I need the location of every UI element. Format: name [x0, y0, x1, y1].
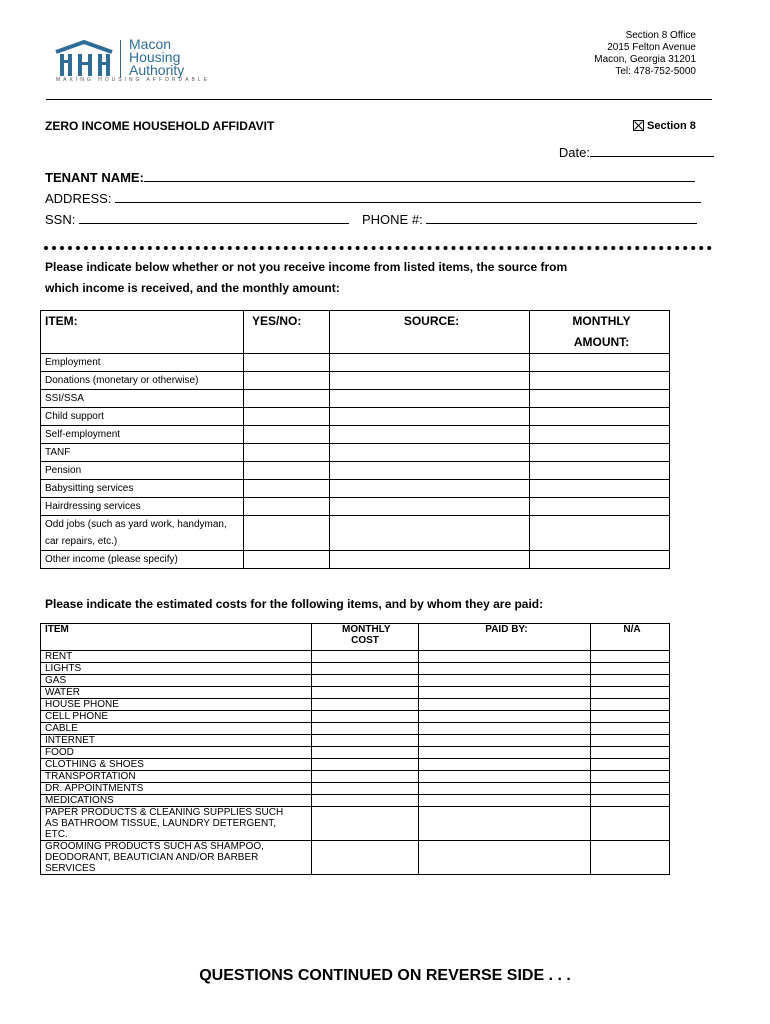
- source-cell[interactable]: [330, 551, 530, 569]
- ssn-label: SSN:: [45, 212, 76, 227]
- income-table: [40, 310, 670, 569]
- table-row: [41, 444, 670, 462]
- paid-by-cell[interactable]: [419, 841, 591, 875]
- monthly-cost-cell[interactable]: [312, 771, 419, 783]
- cost-item-label: CELL PHONE: [41, 711, 312, 723]
- paid-by-cell[interactable]: [419, 651, 591, 663]
- section-8-checkbox-group[interactable]: [633, 120, 696, 132]
- macon-housing-logo: [54, 36, 234, 96]
- paid-by-cell[interactable]: [419, 759, 591, 771]
- logo-wordmark: [129, 38, 239, 77]
- yes-no-cell[interactable]: [244, 551, 330, 569]
- yes-no-cell[interactable]: [244, 516, 330, 551]
- table-row: [41, 687, 670, 699]
- income-item-label: Babysitting services: [41, 480, 244, 498]
- na-cell[interactable]: [591, 663, 670, 675]
- na-cell[interactable]: [591, 723, 670, 735]
- table-row: [41, 426, 670, 444]
- address-label: ADDRESS:: [45, 191, 112, 206]
- income-item-label: Self-employment: [41, 426, 244, 444]
- table-row: [41, 735, 670, 747]
- na-cell[interactable]: [591, 771, 670, 783]
- office-line-1: Section 8 Office: [625, 30, 696, 41]
- monthly-cost-cell[interactable]: [312, 759, 419, 771]
- table-row: [41, 480, 670, 498]
- paid-by-cell[interactable]: [419, 711, 591, 723]
- income-table-header: [41, 311, 670, 354]
- paid-by-cell[interactable]: [419, 735, 591, 747]
- source-cell[interactable]: [330, 498, 530, 516]
- na-cell[interactable]: [591, 783, 670, 795]
- yes-no-cell[interactable]: [244, 408, 330, 426]
- table-row: [41, 372, 670, 390]
- monthly-cost-cell[interactable]: [312, 795, 419, 807]
- income-item-label: Employment: [41, 354, 244, 372]
- na-cell[interactable]: [591, 651, 670, 663]
- amount-cell[interactable]: [530, 462, 670, 480]
- income-item-label: Hairdressing services: [41, 498, 244, 516]
- phone-label: PHONE #:: [362, 212, 423, 227]
- costs-header-paid-by: PAID BY:: [419, 624, 591, 651]
- paid-by-cell[interactable]: [419, 687, 591, 699]
- na-cell[interactable]: [591, 759, 670, 771]
- yes-no-cell[interactable]: [244, 354, 330, 372]
- phone-field[interactable]: [362, 211, 697, 227]
- amount-cell[interactable]: [530, 498, 670, 516]
- table-row: [41, 747, 670, 759]
- monthly-cost-cell[interactable]: [312, 675, 419, 687]
- source-cell[interactable]: [330, 462, 530, 480]
- table-row: [41, 663, 670, 675]
- monthly-cost-cell[interactable]: [312, 699, 419, 711]
- na-cell[interactable]: [591, 747, 670, 759]
- income-instruction-line-2: which income is received, and the monthly amount:: [45, 281, 340, 295]
- monthly-cost-cell[interactable]: [312, 711, 419, 723]
- income-header-amount: AMOUNT:: [573, 335, 630, 349]
- na-cell[interactable]: [591, 675, 670, 687]
- ssn-input-line[interactable]: [79, 211, 349, 224]
- income-item-label: SSI/SSA: [41, 390, 244, 408]
- date-input-line[interactable]: [590, 156, 714, 157]
- yes-no-cell[interactable]: [244, 426, 330, 444]
- amount-cell[interactable]: [530, 408, 670, 426]
- monthly-cost-cell[interactable]: [312, 651, 419, 663]
- source-cell[interactable]: [330, 408, 530, 426]
- income-header-monthly-amount: [530, 311, 670, 354]
- table-row: [41, 759, 670, 771]
- cost-item-label: HOUSE PHONE: [41, 699, 312, 711]
- logo-line-2: Housing: [129, 49, 181, 65]
- section-8-label: Section 8: [647, 120, 696, 132]
- paid-by-cell[interactable]: [419, 807, 591, 841]
- na-cell[interactable]: [591, 687, 670, 699]
- yes-no-cell[interactable]: [244, 372, 330, 390]
- amount-cell[interactable]: [530, 426, 670, 444]
- table-row: [41, 651, 670, 663]
- office-address: [594, 30, 696, 78]
- paid-by-cell[interactable]: [419, 663, 591, 675]
- continued-notice: QUESTIONS CONTINUED ON REVERSE SIDE . . .: [199, 967, 571, 984]
- income-instruction-line-1: Please indicate below whether or not you receive income from listed items, the source from: [45, 260, 568, 274]
- na-cell[interactable]: [591, 841, 670, 875]
- cost-item-label: TRANSPORTATION: [41, 771, 312, 783]
- amount-cell[interactable]: [530, 372, 670, 390]
- costs-table-header: [41, 624, 670, 651]
- logo-line-1: Macon: [129, 36, 172, 52]
- table-row: [41, 771, 670, 783]
- income-header-yes-no: YES/NO:: [244, 311, 330, 354]
- office-line-2: 2015 Felton Avenue: [607, 42, 696, 53]
- paid-by-cell[interactable]: [419, 771, 591, 783]
- yes-no-cell[interactable]: [244, 462, 330, 480]
- yes-no-cell[interactable]: [244, 444, 330, 462]
- table-row: [41, 408, 670, 426]
- table-row: [41, 795, 670, 807]
- table-row: [41, 498, 670, 516]
- amount-cell[interactable]: [530, 516, 670, 551]
- table-row: [41, 807, 670, 841]
- source-cell[interactable]: [330, 480, 530, 498]
- table-row: [41, 699, 670, 711]
- source-cell[interactable]: [330, 390, 530, 408]
- office-line-4: Tel: 478-752-5000: [615, 66, 696, 77]
- income-header-item: ITEM:: [41, 311, 244, 354]
- header-divider: [46, 99, 712, 100]
- amount-cell[interactable]: [530, 354, 670, 372]
- paid-by-cell[interactable]: [419, 783, 591, 795]
- tenant-name-input-line[interactable]: [144, 169, 695, 182]
- source-cell[interactable]: [330, 444, 530, 462]
- phone-input-line[interactable]: [426, 211, 697, 224]
- cost-item-label: LIGHTS: [41, 663, 312, 675]
- monthly-cost-cell[interactable]: [312, 807, 419, 841]
- paid-by-cell[interactable]: [419, 795, 591, 807]
- income-item-label: TANF: [41, 444, 244, 462]
- na-cell[interactable]: [591, 735, 670, 747]
- paid-by-cell[interactable]: [419, 723, 591, 735]
- table-row: [41, 390, 670, 408]
- monthly-cost-cell[interactable]: [312, 783, 419, 795]
- section-8-checkbox[interactable]: [633, 120, 644, 131]
- paid-by-cell[interactable]: [419, 675, 591, 687]
- table-row: [41, 711, 670, 723]
- cost-item-label: INTERNET: [41, 735, 312, 747]
- table-row: [41, 841, 670, 875]
- cost-item-label: CLOTHING & SHOES: [41, 759, 312, 771]
- yes-no-cell[interactable]: [244, 498, 330, 516]
- cost-item-label: WATER: [41, 687, 312, 699]
- cost-item-label: GAS: [41, 675, 312, 687]
- costs-header-item: ITEM: [41, 624, 312, 651]
- cost-item-label: PAPER PRODUCTS & CLEANING SUPPLIES SUCH AS BATHROOM TISSUE, LAUNDRY DETERGENT, ETC.: [41, 807, 312, 841]
- monthly-cost-cell[interactable]: [312, 841, 419, 875]
- na-cell[interactable]: [591, 699, 670, 711]
- cost-item-label: DR. APPOINTMENTS: [41, 783, 312, 795]
- tenant-name-field[interactable]: [45, 169, 695, 185]
- monthly-cost-cell[interactable]: [312, 663, 419, 675]
- table-row: [41, 354, 670, 372]
- dotted-separator: [44, 246, 712, 250]
- yes-no-cell[interactable]: [244, 390, 330, 408]
- address-input-line[interactable]: [115, 190, 701, 203]
- monthly-cost-cell[interactable]: [312, 723, 419, 735]
- date-label: Date:: [558, 145, 590, 160]
- costs-instructions: Please indicate the estimated costs for the following items, and by whom they are paid:: [45, 597, 544, 611]
- monthly-cost-cell[interactable]: [312, 735, 419, 747]
- costs-header-monthly-cost: MONTHLY COST: [312, 624, 419, 651]
- income-header-monthly: MONTHLY: [572, 314, 631, 328]
- tenant-name-label: TENANT NAME:: [45, 170, 144, 185]
- table-row: [41, 551, 670, 569]
- paid-by-cell[interactable]: [419, 747, 591, 759]
- income-item-label: Odd jobs (such as yard work, handyman, car repairs, etc.): [41, 516, 244, 551]
- cost-item-label: CABLE: [41, 723, 312, 735]
- housing-logo-icon: [54, 40, 118, 78]
- na-cell[interactable]: [591, 711, 670, 723]
- cost-item-label: FOOD: [41, 747, 312, 759]
- monthly-cost-cell[interactable]: [312, 687, 419, 699]
- cost-item-label: MEDICATIONS: [41, 795, 312, 807]
- source-cell[interactable]: [330, 516, 530, 551]
- income-item-label: Donations (monetary or otherwise): [41, 372, 244, 390]
- office-line-3: Macon, Georgia 31201: [594, 54, 696, 65]
- amount-cell[interactable]: [530, 390, 670, 408]
- ssn-field[interactable]: [45, 211, 349, 227]
- cost-item-label: GROOMING PRODUCTS SUCH AS SHAMPOO, DEODORANT, BEAUTICIAN AND/OR BARBER SERVICES: [41, 841, 312, 875]
- address-field[interactable]: [45, 190, 701, 206]
- cost-item-label: RENT: [41, 651, 312, 663]
- na-cell[interactable]: [591, 807, 670, 841]
- form-title: ZERO INCOME HOUSEHOLD AFFIDAVIT: [45, 119, 275, 133]
- table-row: [41, 783, 670, 795]
- amount-cell[interactable]: [530, 551, 670, 569]
- income-item-label: Child support: [41, 408, 244, 426]
- na-cell[interactable]: [591, 795, 670, 807]
- source-cell[interactable]: [330, 426, 530, 444]
- yes-no-cell[interactable]: [244, 480, 330, 498]
- costs-header-na: N/A: [591, 624, 670, 651]
- income-instructions: [45, 257, 725, 299]
- table-row: [41, 723, 670, 735]
- table-row: [41, 516, 670, 551]
- table-row: [41, 675, 670, 687]
- logo-tagline: MAKING HOUSING AFFORDABLE: [56, 77, 210, 83]
- amount-cell[interactable]: [530, 444, 670, 462]
- date-field[interactable]: [559, 145, 714, 160]
- logo-line-3: Authority: [129, 62, 185, 78]
- income-item-label: Pension: [41, 462, 244, 480]
- income-item-label: Other income (please specify): [41, 551, 244, 569]
- amount-cell[interactable]: [530, 480, 670, 498]
- source-cell[interactable]: [330, 354, 530, 372]
- source-cell[interactable]: [330, 372, 530, 390]
- costs-table: [40, 623, 670, 875]
- monthly-cost-cell[interactable]: [312, 747, 419, 759]
- income-header-source: SOURCE:: [330, 311, 530, 354]
- table-row: [41, 462, 670, 480]
- paid-by-cell[interactable]: [419, 699, 591, 711]
